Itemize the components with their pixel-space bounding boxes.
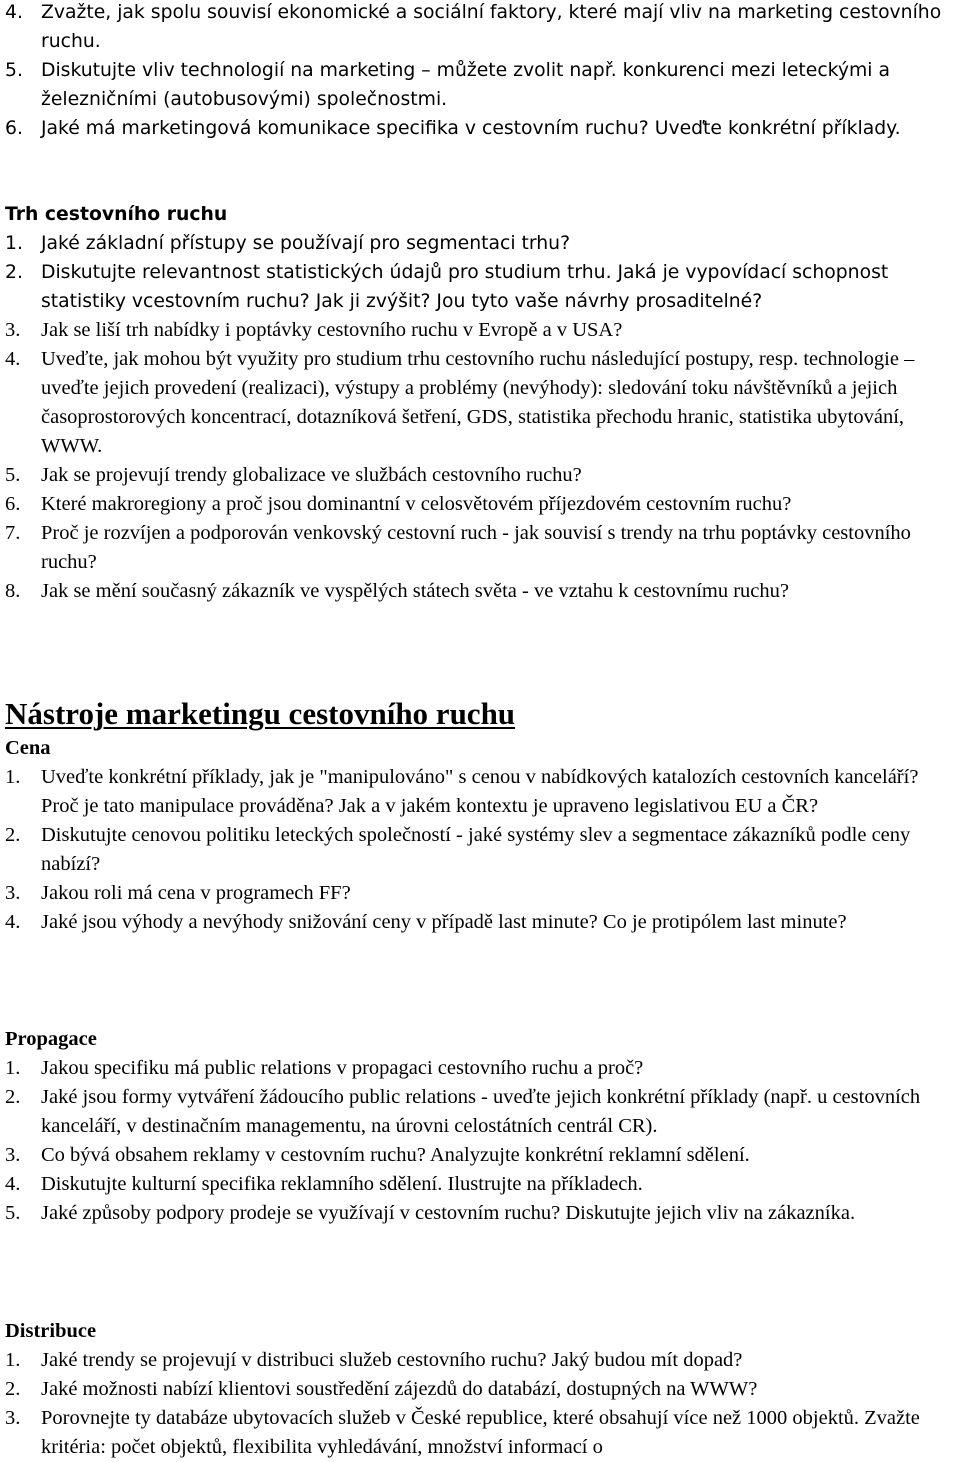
trh-section bbox=[0, 200, 960, 316]
item-text: Diskutujte relevantnost statistických údajů pro studium trhu. Jaká je vypovídací schopnost statistiky vcestovním ruchu? Jak ji zvýšit? Jou tyto vaše návrhy prosaditelné? bbox=[41, 262, 889, 312]
list-item bbox=[0, 316, 960, 345]
item-number: 2. bbox=[5, 824, 21, 846]
item-number: 6. bbox=[5, 118, 23, 139]
item-number: 3. bbox=[5, 882, 21, 904]
trh-section-continued bbox=[0, 316, 960, 606]
list-item bbox=[0, 258, 960, 316]
item-number: 2. bbox=[5, 262, 23, 283]
item-text: Které makroregiony a proč jsou dominantní v celosvětovém příjezdovém cestovním ruchu? bbox=[41, 493, 792, 515]
item-text: Jaké způsoby podpory prodeje se využívají v cestovním ruchu? Diskutujte jejich vliv na zákazníka. bbox=[41, 1202, 856, 1224]
item-text: Co bývá obsahem reklamy v cestovním ruchu? Analyzujte konkrétní reklamní sdělení. bbox=[41, 1144, 750, 1166]
item-text: Proč je rozvíjen a podporován venkovský cestovní ruch - jak souvisí s trendy na trhu poptávky cestovního ruchu? bbox=[41, 522, 911, 573]
list-item bbox=[0, 1083, 960, 1141]
item-text: Jaké trendy se projevují v distribuci služeb cestovního ruchu? Jaký budou mít dopad? bbox=[41, 1349, 743, 1371]
item-text: Jak se projevují trendy globalizace ve službách cestovního ruchu? bbox=[41, 464, 582, 486]
item-text: Jakou specifiku má public relations v propagaci cestovního ruchu a proč? bbox=[41, 1057, 644, 1079]
list-item bbox=[0, 763, 960, 821]
section-heading-trh: Trh cestovního ruchu bbox=[5, 204, 228, 225]
item-text: Uveďte, jak mohou být využity pro studium trhu cestovního ruchu následující postupy, resp. technologie – uveďte jejich provedení (realizaci), výstupy a problémy (nevýhody): sledování toku návštěvníků a jejich časoprostorových koncentrací, dotazníková šetření, GDS, statistika přechodu hranic, statistika ubytování, WWW. bbox=[41, 348, 915, 457]
item-number: 4. bbox=[5, 911, 21, 933]
item-text: Jaké jsou výhody a nevýhody snižování ceny v případě last minute? Co je protipólem last minute? bbox=[41, 911, 847, 933]
list-item bbox=[0, 1170, 960, 1199]
item-text: Uveďte konkrétní příklady, jak je "manipulováno" s cenou v nabídkových katalozích cestovních kanceláří? Proč je tato manipulace prováděna? Jak a v jakém kontextu je upraveno legislativou EU a ČR? bbox=[41, 766, 919, 817]
list-item bbox=[0, 577, 960, 606]
list-item bbox=[0, 114, 960, 143]
item-text: Porovnejte ty databáze ubytovacích služeb v České republice, které obsahují více než 1000 objektů. Zvažte kritéria: počet objektů, flexibilita vyhledávání, množství informací o bbox=[41, 1407, 920, 1458]
list-item bbox=[0, 56, 960, 114]
item-number: 2. bbox=[5, 1086, 21, 1108]
list-item bbox=[0, 490, 960, 519]
cena-section bbox=[0, 734, 960, 937]
item-number: 5. bbox=[5, 464, 21, 486]
item-number: 7. bbox=[5, 522, 21, 544]
item-number: 4. bbox=[5, 2, 23, 23]
list-item bbox=[0, 1404, 960, 1462]
distribuce-section bbox=[0, 1317, 960, 1462]
list-item bbox=[0, 1141, 960, 1170]
list-item bbox=[0, 0, 960, 56]
list-item bbox=[0, 345, 960, 461]
item-text: Diskutujte kulturní specifika reklamního sdělení. Ilustrujte na příkladech. bbox=[41, 1173, 643, 1195]
item-text: Diskutujte cenovou politiku leteckých společností - jaké systémy slev a segmentace zákazníků podle ceny nabízí? bbox=[41, 824, 911, 875]
item-number: 3. bbox=[5, 1144, 21, 1166]
item-number: 1. bbox=[5, 766, 21, 788]
item-number: 1. bbox=[5, 1057, 21, 1079]
item-number: 4. bbox=[5, 348, 21, 370]
section-heading-cena: Cena bbox=[5, 737, 51, 759]
item-number: 6. bbox=[5, 493, 21, 515]
list-item bbox=[0, 519, 960, 577]
item-number: 2. bbox=[5, 1378, 21, 1400]
item-number: 5. bbox=[5, 60, 23, 81]
item-text: Jak se mění současný zákazník ve vyspělých státech světa - ve vztahu k cestovnímu ruchu? bbox=[41, 580, 789, 602]
item-number: 8. bbox=[5, 580, 21, 602]
item-number: 4. bbox=[5, 1173, 21, 1195]
intro-question-list bbox=[0, 0, 960, 143]
list-item bbox=[0, 229, 960, 258]
list-item bbox=[0, 1054, 960, 1083]
page-title: Nástroje marketingu cestovního ruchu bbox=[5, 696, 516, 731]
item-number: 3. bbox=[5, 319, 21, 341]
item-text: Jaké možnosti nabízí klientovi soustředění zájezdů do databází, dostupných na WWW? bbox=[41, 1378, 758, 1400]
list-item bbox=[0, 461, 960, 490]
item-number: 3. bbox=[5, 1407, 21, 1429]
item-text: Diskutujte vliv technologií na marketing – můžete zvolit např. konkurenci mezi leteckými a železničními (autobusovými) společnostmi. bbox=[41, 60, 890, 110]
section-heading-propagace: Propagace bbox=[5, 1028, 97, 1050]
section-heading-distribuce: Distribuce bbox=[5, 1320, 97, 1342]
list-item bbox=[0, 1199, 960, 1228]
item-number: 1. bbox=[5, 1349, 21, 1371]
list-item bbox=[0, 879, 960, 908]
item-text: Jaké má marketingová komunikace specifika v cestovním ruchu? Uveďte konkrétní příklady. bbox=[41, 118, 901, 139]
list-item bbox=[0, 1346, 960, 1375]
item-text: Jaké základní přístupy se používají pro segmentaci trhu? bbox=[41, 233, 571, 254]
item-text: Jaké jsou formy vytváření žádoucího public relations - uveďte jejich konkrétní příklady (např. u cestovních kanceláří, v destinačním managementu, na úrovni celostátních centrál CR). bbox=[41, 1086, 921, 1137]
list-item bbox=[0, 908, 960, 937]
item-text: Jak se liší trh nabídky i poptávky cestovního ruchu v Evropě a v USA? bbox=[41, 319, 623, 341]
item-number: 5. bbox=[5, 1202, 21, 1224]
item-text: Jakou roli má cena v programech FF? bbox=[41, 882, 351, 904]
item-number: 1. bbox=[5, 233, 23, 254]
propagace-section bbox=[0, 1025, 960, 1228]
list-item bbox=[0, 1375, 960, 1404]
list-item bbox=[0, 821, 960, 879]
item-text: Zvažte, jak spolu souvisí ekonomické a sociální faktory, které mají vliv na marketing cestovního ruchu. bbox=[41, 2, 942, 52]
